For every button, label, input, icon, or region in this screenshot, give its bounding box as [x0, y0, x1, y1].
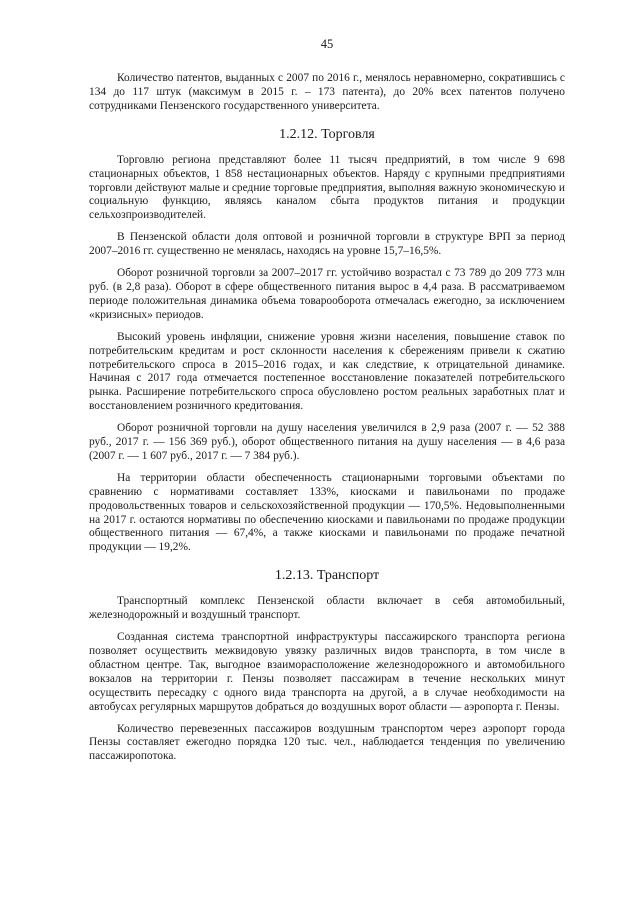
intro-paragraph: Количество патентов, выданных с 2007 по 2016 г., менялось неравномерно, сократившись с 134 до 117 штук (максимум в 2015 г. – 173 патента), до 20% всех патентов получено сотрудниками Пензенского государственного университета.	[89, 72, 565, 112]
trade-paragraph-1: Торговлю региона представляют более 11 тысяч предприятий, в том числе 9 698 стационарных объектов, 1 858 нестационарных объектов. Наряду с крупными предприятиями торговли действуют малые и средние торговые предприятия, выполняя важную экономическую и социальную функцию, являясь каналом сбыта продуктов питания и продукции сельхозпроизводителей.	[89, 153, 565, 222]
transport-paragraph-2: Созданная система транспортной инфраструктуры пассажирского транспорта региона позволяет осуществить межвидовую увязку различных видов транспорта, в том числе в областном центре. Так, выгодное взаиморасположение железнодорожного и автомобильного вокзалов на территории г. Пензы позволяет пассажирам в течение нескольких минут осуществить пересадку с одного вида транспорта на другой, а в случае необходимости на автобусах регулярных маршрутов добраться до воздушных ворот области — аэропорта г. Пензы.	[89, 631, 565, 713]
trade-paragraph-3: Оборот розничной торговли за 2007–2017 гг. устойчиво возрастал с 73 789 до 209 773 млн руб. (в 2,8 раза). Оборот в сфере общественного питания вырос в 4,4 раза. В рассматриваемом периоде положительная динамика объема товарооборота отмечалась ежегодно, за исключением «кризисных» периодов.	[89, 267, 565, 321]
section-heading-trade: 1.2.12. Торговля	[279, 126, 375, 142]
trade-paragraph-6: На территории области обеспеченность стационарными торговыми объектами по сравнению с нормативами составляет 133%, киосками и павильонами по продаже продовольственных товаров и сельскохозяйственной продукции — 170,5%. Недовыполненными на 2017 г. остаются нормативы по обеспечению киосками и павильонами по продаже продукции общественного питания — 67,4%, а также киосками и павильонами по продаже печатной продукции — 19,2%.	[89, 471, 565, 554]
transport-paragraph-1: Транспортный комплекс Пензенской области включает в себя автомобильный, железнодорожный и воздушный транспорт.	[89, 595, 565, 622]
trade-paragraph-4: Высокий уровень инфляции, снижение уровня жизни населения, повышение ставок по потребительским кредитам и рост склонности населения к сбережениям привели к сжатию потребительского спроса в 2015–2016 годах, и как следствие, к отрицательной динамике. Начиная с 2017 года отмечается постепенное восстановление показателей потребительского рынка. Расширение потребительского спроса обусловлено ростом реальных заработных плат и восстановлением розничного кредитования.	[89, 330, 565, 413]
section-heading-transport: 1.2.13. Транспорт	[274, 568, 380, 584]
page-content	[89, 72, 565, 764]
page-number: 45	[320, 37, 334, 51]
transport-paragraph-3: Количество перевезенных пассажиров воздушным транспортом через аэропорт города Пензы составляет ежегодно порядка 120 тыс. чел., наблюдается тенденция по увеличению пассажиропотока.	[89, 722, 565, 763]
trade-paragraph-5: Оборот розничной торговли на душу населения увеличился в 2,9 раза (2007 г. — 52 388 руб., 2017 г. — 156 369 руб.), оборот общественного питания на душу населения — в 4,6 раза (2007 г. — 1 607 руб., 2017 г. — 7 384 руб.).	[89, 422, 565, 462]
trade-paragraph-2: В Пензенской области доля оптовой и розничной торговли в структуре ВРП за период 2007–2016 гг. существенно не менялась, находясь на уровне 15,7–16,5%.	[89, 231, 565, 258]
